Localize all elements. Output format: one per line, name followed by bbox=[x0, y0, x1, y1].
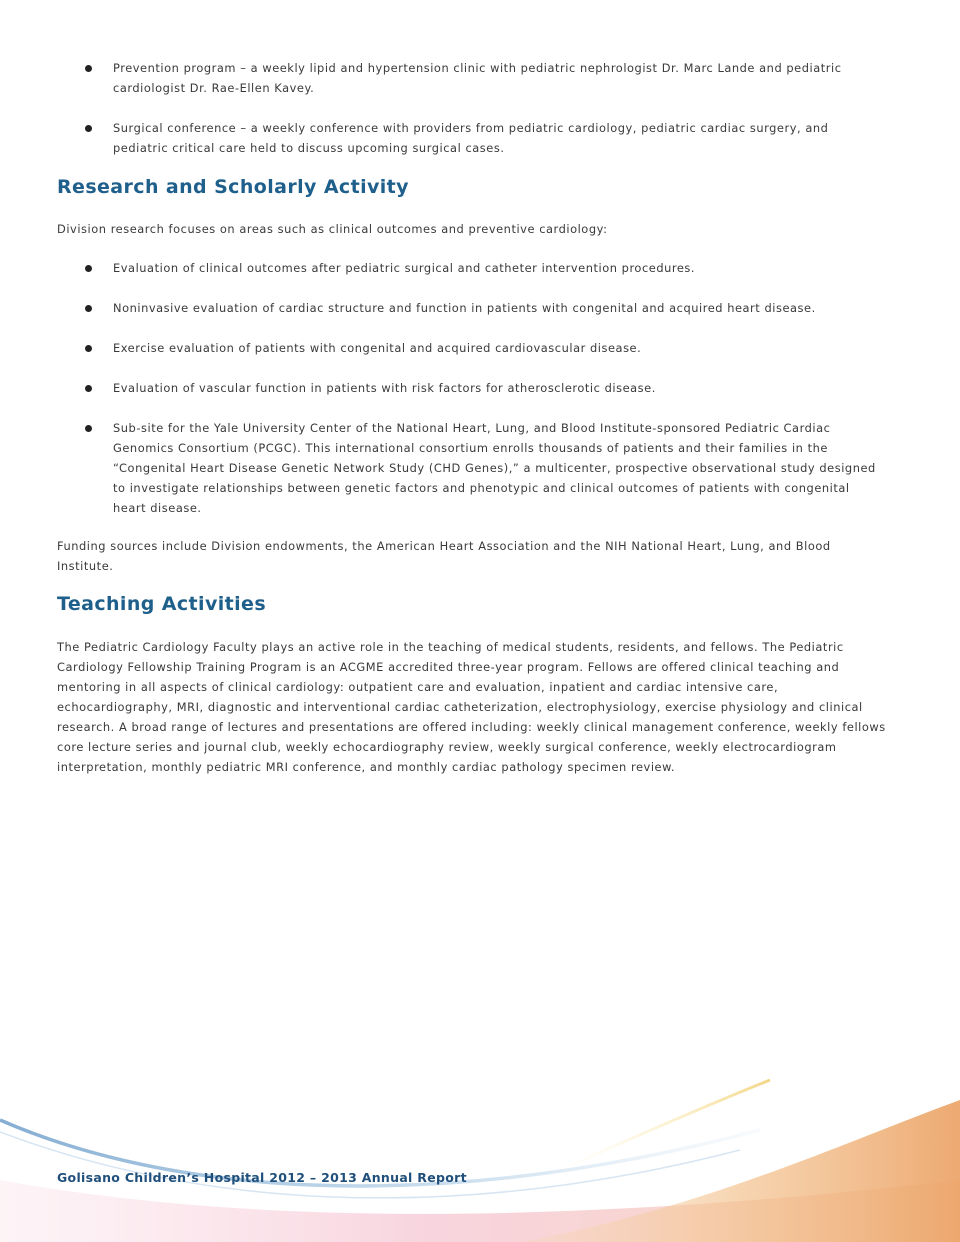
research-intro: Division research focuses on areas such as clinical outcomes and preventive cardiology: bbox=[57, 222, 608, 236]
list-item bbox=[0, 418, 960, 518]
list-item-text: Surgical conference – a weekly conference with providers from pediatric cardiology, pediatric cardiac surgery, and pediatric critical care held to discuss upcoming surgical cases. bbox=[113, 121, 829, 155]
funding-paragraph: Funding sources include Division endowments, the American Heart Association and the NIH National Heart, Lung, and Blood Institute. bbox=[57, 539, 831, 573]
bullet-icon bbox=[85, 125, 92, 132]
swoosh-yellow-line bbox=[560, 1080, 770, 1170]
list-item bbox=[0, 338, 960, 358]
teaching-heading: Teaching Activities bbox=[57, 593, 267, 615]
list-item bbox=[0, 118, 960, 158]
teaching-paragraph: The Pediatric Cardiology Faculty plays an active role in the teaching of medical students, residents, and fellows. The Pediatric Cardiology Fellowship Training Program is an ACGME accredited three-year program. Fellows are offered clinical teaching and mentoring in all aspects of clinical cardiology: outpatient care and evaluation, inpatient and cardiac intensive care, echocardiography, MRI, diagnostic and interventional cardiac catheterization, electrophysiology, exercise physiology and clinical research. A broad range of lectures and presentations are offered including: weekly clinical management conference, weekly fellows core lecture series and journal club, weekly echocardiography review, weekly surgical conference, weekly electrocardiogram interpretation, monthly pediatric MRI conference, and monthly cardiac pathology specimen review. bbox=[57, 640, 886, 774]
list-item-text: Evaluation of vascular function in patients with risk factors for atherosclerotic disease. bbox=[113, 381, 656, 395]
top-bullet-list bbox=[0, 58, 960, 158]
decorative-swoosh bbox=[0, 1060, 960, 1242]
bullet-icon bbox=[85, 385, 92, 392]
bullet-icon bbox=[85, 345, 92, 352]
list-item-text: Sub-site for the Yale University Center of the National Heart, Lung, and Blood Institute-sponsored Pediatric Cardiac Genomics Consortium (PCGC). This international consortium enrolls thousands of patients and their families in the “Congenital Heart Disease Genetic Network Study (CHD Genes),” a multicenter, prospective observational study designed to investigate relationships between genetic factors and phenotypic and clinical outcomes of patients with congenital heart disease. bbox=[113, 421, 876, 515]
bullet-icon bbox=[85, 425, 92, 432]
list-item-text: Noninvasive evaluation of cardiac structure and function in patients with congenital and acquired heart disease. bbox=[113, 301, 816, 315]
footer-report-title: Golisano Children’s Hospital 2012 – 2013 Annual Report bbox=[57, 1170, 467, 1185]
list-item-text: Exercise evaluation of patients with congenital and acquired cardiovascular disease. bbox=[113, 341, 642, 355]
research-heading: Research and Scholarly Activity bbox=[57, 176, 409, 198]
list-item bbox=[0, 378, 960, 398]
list-item-text: Prevention program – a weekly lipid and hypertension clinic with pediatric nephrologist Dr. Marc Lande and pediatric cardiologist Dr. Rae-Ellen Kavey. bbox=[113, 61, 842, 95]
swoosh-blue-line-thin bbox=[0, 1132, 740, 1198]
list-item bbox=[0, 58, 960, 98]
list-item-text: Evaluation of clinical outcomes after pediatric surgical and catheter intervention procedures. bbox=[113, 261, 696, 275]
list-item bbox=[0, 258, 960, 278]
bullet-icon bbox=[85, 65, 92, 72]
list-item bbox=[0, 298, 960, 318]
bullet-icon bbox=[85, 265, 92, 272]
research-bullet-list bbox=[0, 258, 960, 518]
bullet-icon bbox=[85, 305, 92, 312]
